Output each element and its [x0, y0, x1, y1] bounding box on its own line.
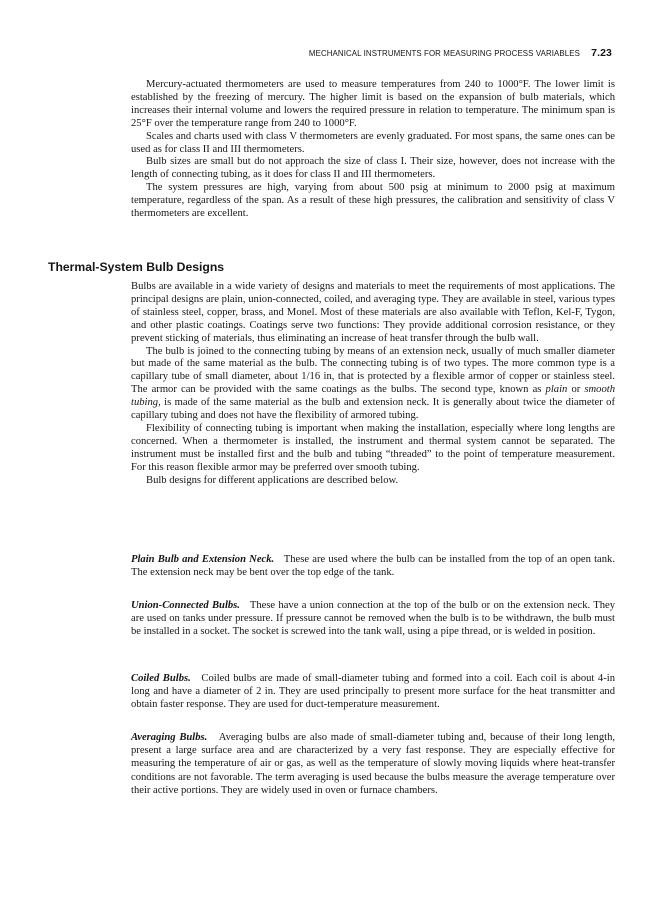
subsection-title: Plain Bulb and Extension Neck.	[131, 554, 275, 565]
subsection-coiled-bulbs	[131, 672, 615, 712]
paragraph	[131, 731, 615, 797]
subsection-plain-bulb	[131, 553, 615, 579]
subsection-text: Averaging bulbs are also made of small-diameter tubing and, because of their long length, present a large surface area and are characterized by a very fast response. They are especially effective for measuring the temperature of air or gas, as well as the temperature of slowly moving liquids where heat-transfer conditions are not favorable. The term averaging is used because the bulbs measure the average temperature over their active portions. They are widely used in oven or furnace chambers.	[131, 732, 616, 796]
running-title: MECHANICAL INSTRUMENTS FOR MEASURING PROCESS VARIABLES	[308, 49, 580, 58]
page-number: 7.23	[591, 47, 612, 59]
subsection-title: Coiled Bulbs.	[131, 673, 191, 684]
italic-term: plain	[545, 384, 568, 396]
subsection-text: These have a union connection at the top of the bulb or on the extension neck. They are used on tanks under pressure. If pressure cannot be removed when the bulb is to be withdrawn, the bulb must be installed in a socket. The socket is screwed into the tank wall, using a pipe thread, or is welded in position.	[131, 600, 616, 638]
subsection-averaging-bulbs	[131, 731, 615, 797]
paragraph	[131, 599, 615, 639]
text-run: The bulb is joined to the connecting tubing by means of an extension neck, usually of much smaller diameter but made of the same material as the bulb. The connecting tubing is of two types. The more common type is a capillary tube of small diameter, about 1/16 in, that is protected by a flexible armor of copper or stainless steel. The armor can be provided with the same coatings as the bulbs. The second type, known as	[131, 345, 615, 396]
paragraph: Flexibility of connecting tubing is important when making the installation, especially where long lengths are concerned. When a thermometer is installed, the instrument and thermal system cannot be separated. The instrument must be installed first and the bulb and tubing “threaded” to the point of temperature measurement. For this reason flexible armor may be preferred over smooth tubing.	[131, 422, 615, 473]
running-header	[0, 47, 662, 63]
section-heading: Thermal-System Bulb Designs	[48, 260, 225, 274]
section-body	[131, 281, 615, 488]
paragraph: Bulbs are available in a wide variety of designs and materials to meet the requirements of most applications. The principal designs are plain, union-connected, coiled, and averaging type. They are available in steel, various types of stainless steel, copper, brass, and Monel. Most of these materials are also available with Teflon, Kel-F, Tygon, and other plastic coatings. Coatings serve two functions: They provide additional corrosion resistance, or they prevent sticking of materials, thus eliminating an increase of heat transfer through the bulb wall.	[131, 281, 615, 344]
subsection-title: Averaging Bulbs.	[131, 732, 208, 743]
paragraph	[131, 346, 615, 423]
text-run: is made of the same material as the bulb and extension neck. It is generally about twice the diameter of capillary tubing and does not have the flexibility of armored tubing.	[131, 397, 615, 422]
paragraph	[131, 672, 615, 712]
paragraph: Scales and charts used with class V thermometers are evenly graduated. For most spans, the same ones can be used as for class II and III thermometers.	[131, 130, 615, 155]
subsection-text: Coiled bulbs are made of small-diameter tubing and formed into a coil. Each coil is about 4-in long and have a diameter of 2 in. They are used principally to present more surface for the heat transmitter and obtain faster response. They are used for duct-temperature measurement.	[131, 673, 615, 711]
paragraph: The system pressures are high, varying from about 500 psig at minimum to 2000 psig at maximum temperature, regardless of the span. As a result of these high pressures, the calibration and sensitivity of class V thermometers are excellent.	[131, 182, 615, 220]
paragraph: Mercury-actuated thermometers are used to measure temperatures from 240 to 1000°F. The lower limit is established by the freezing of mercury. The higher limit is based on the expansion of bulb materials, which increases their internal volume and lowers the required pressure in relation to temperature. The minimum span is 25°F over the temperature range from 240 to 1000°F.	[131, 79, 615, 129]
subsection-text: These are used where the bulb can be installed from the top of an open tank. The extension neck may be bent over the top edge of the tank.	[131, 554, 615, 579]
subsection-union-connected	[131, 599, 615, 639]
subsection-title: Union-Connected Bulbs.	[131, 600, 240, 611]
intro-text	[131, 79, 615, 221]
paragraph: Bulb designs for different applications are described below.	[146, 474, 399, 486]
text-run: or	[567, 384, 585, 396]
paragraph	[131, 553, 615, 579]
italic-term: smooth tubing,	[131, 384, 615, 409]
paragraph: Bulb sizes are small but do not approach the size of class I. Their size, however, does not increase with the length of connecting tubing, as it does for class II and III thermometers.	[131, 156, 615, 181]
